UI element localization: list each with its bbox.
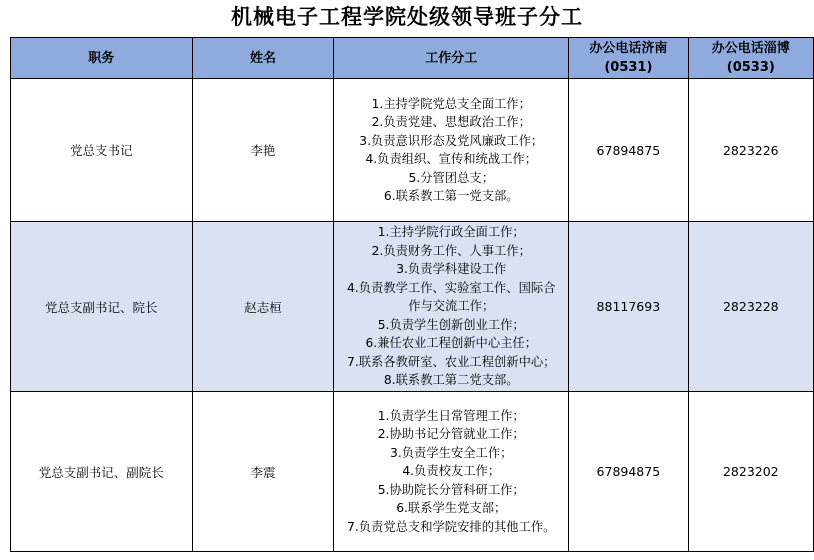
task-line: 6.联系教工第一党支部。 bbox=[383, 189, 519, 203]
table-row bbox=[11, 79, 814, 222]
header-position: 职务 bbox=[11, 38, 193, 79]
cell-name: 李震 bbox=[192, 392, 334, 552]
task-line: 作与交流工作； bbox=[408, 299, 495, 314]
task-line: 6.联系学生党支部； bbox=[396, 501, 507, 516]
cell-position: 党总支副书记、院长 bbox=[11, 222, 193, 392]
cell-name: 赵志桓 bbox=[192, 222, 334, 392]
page-title: 机械电子工程学院处级领导班子分工 bbox=[231, 5, 583, 29]
cell-phone-zibo: 2823202 bbox=[688, 392, 813, 552]
header-name: 姓名 bbox=[192, 38, 334, 79]
cell-tasks bbox=[334, 392, 569, 552]
header-phone-zibo-label: 办公电话淄博 bbox=[711, 41, 790, 56]
task-line: 5.分管团总支； bbox=[408, 170, 494, 185]
task-line: 3.负责学生安全工作； bbox=[390, 445, 513, 460]
cell-position: 党总支副书记、副院长 bbox=[11, 392, 193, 552]
table-row bbox=[11, 222, 814, 392]
cell-position: 党总支书记 bbox=[11, 79, 193, 222]
header-phone-zibo-code: (0533) bbox=[726, 60, 775, 75]
cell-tasks bbox=[334, 79, 569, 222]
task-line: 2.负责党建、思想政治工作； bbox=[371, 115, 531, 129]
header-phone-jinan-code: (0531) bbox=[604, 60, 653, 75]
task-line: 7.负责党总支和学院安排的其他工作。 bbox=[347, 519, 556, 534]
cell-phone-jinan: 67894875 bbox=[569, 79, 688, 222]
task-line: 8.联系教工第二党支部。 bbox=[383, 373, 519, 388]
task-line: 3.负责意识形态及党风廉政工作； bbox=[359, 133, 544, 148]
task-line: 5.协助院长分管科研工作； bbox=[377, 482, 525, 497]
header-phone-jinan bbox=[569, 38, 688, 79]
cell-name: 李艳 bbox=[192, 79, 334, 222]
cell-phone-jinan: 88117693 bbox=[569, 222, 688, 392]
task-line: 4.负责组织、宣传和统战工作； bbox=[365, 152, 538, 166]
header-phone-zibo bbox=[688, 38, 813, 79]
task-line: 6.兼任农业工程创新中心主任； bbox=[365, 336, 538, 351]
task-line: 4.负责校友工作； bbox=[402, 464, 501, 479]
task-line: 7.联系各教研室、农业工程创新中心； bbox=[347, 354, 556, 369]
header-phone-jinan-label: 办公电话济南 bbox=[589, 41, 668, 56]
task-line: 4.负责教学工作、实验室工作、国际合 bbox=[347, 280, 556, 295]
header-tasks: 工作分工 bbox=[334, 38, 569, 79]
task-line: 2.协助书记分管就业工作； bbox=[377, 427, 525, 442]
table-header-row bbox=[11, 38, 814, 79]
task-line: 5.负责学生创新创业工作； bbox=[377, 317, 525, 332]
task-line: 1.主持学院行政全面工作； bbox=[377, 225, 525, 240]
task-line: 1.主持学院党总支全面工作； bbox=[371, 96, 531, 111]
task-line: 1.负责学生日常管理工作； bbox=[377, 408, 525, 423]
task-line: 2.负责财务工作、人事工作； bbox=[371, 243, 531, 258]
task-line: 3.负责学科建设工作 bbox=[396, 262, 507, 277]
cell-phone-jinan: 67894875 bbox=[569, 392, 688, 552]
table-row bbox=[11, 392, 814, 552]
cell-phone-zibo: 2823228 bbox=[688, 222, 813, 392]
duty-table bbox=[10, 37, 814, 552]
cell-phone-zibo: 2823226 bbox=[688, 79, 813, 222]
cell-tasks bbox=[334, 222, 569, 392]
